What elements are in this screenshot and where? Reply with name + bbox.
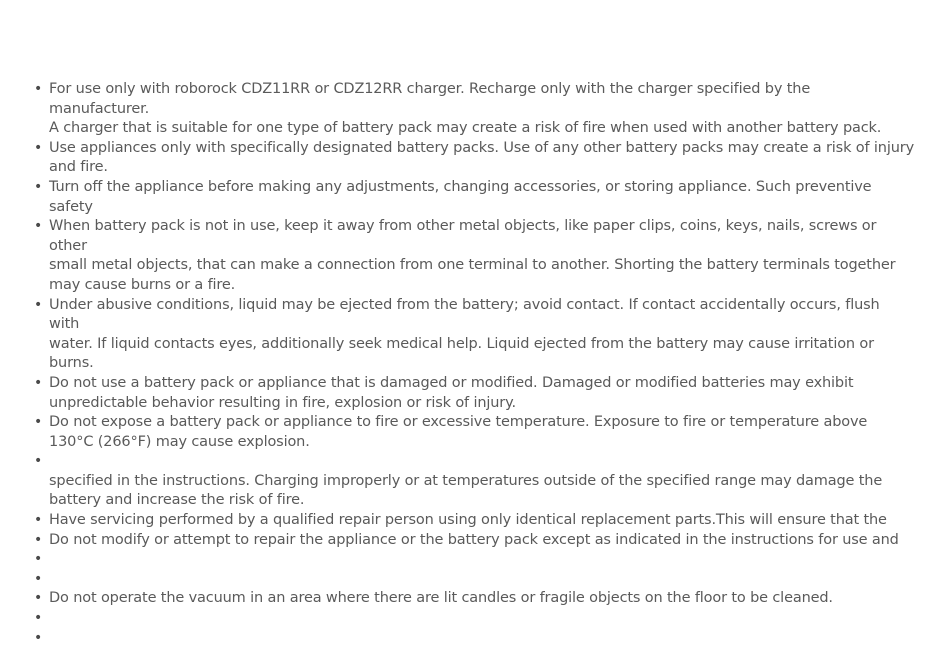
safety-item-text: Use appliances only with specifically designated battery packs. Use of any other battery packs may create a risk of injury and fire. [49,139,915,176]
bullet-icon: • [34,590,43,607]
bullet-icon: • [34,570,43,587]
safety-list-item [34,589,914,609]
bullet-icon: • [34,531,43,548]
safety-instructions-list [34,80,914,648]
safety-list-item [34,531,914,551]
safety-item-text: Turn off the appliance before making any adjustments, changing accessories, or storing appliance. Such preventive safety [49,178,872,215]
safety-list-item [34,629,914,649]
safety-list-item [34,511,914,531]
safety-list-item [34,296,914,374]
safety-item-text: Do not expose a battery pack or appliance to fire or excessive temperature. Exposure to fire or temperature above 130°C (266°F) may cause explosion. [49,414,868,450]
safety-list-item [34,139,914,178]
safety-item-text: When battery pack is not in use, keep it away from other metal objects, like paper clips, coins, keys, nails, screws or other small metal objects, that can make a connection from one terminal to another. Shorting the battery terminals together may cause burns or a fire. [49,218,896,293]
safety-list-item [34,217,914,295]
bullet-icon: • [34,453,43,470]
bullet-icon: • [34,551,43,568]
bullet-icon: • [34,414,43,431]
safety-list-item [34,374,914,413]
bullet-icon: • [34,610,43,627]
bullet-icon: • [34,374,43,391]
bullet-icon: • [34,218,43,235]
safety-item-text: Do not operate the vacuum in an area where there are lit candles or fragile objects on the floor to be cleaned. [49,590,833,607]
safety-list-item [34,413,914,452]
safety-item-text: Do not use a battery pack or appliance that is damaged or modified. Damaged or modified batteries may exhibit unpredictable behavior resulting in fire, explosion or risk of injury. [49,374,854,411]
safety-item-text: Under abusive conditions, liquid may be ejected from the battery; avoid contact. If contact accidentally occurs, flush with water. If liquid contacts eyes, additionally seek medical help. Liquid ejected from the battery may cause irritation or burns. [49,296,880,372]
safety-item-text: Do not modify or attempt to repair the appliance or the battery pack except as indicated in the instructions for use and [49,531,899,548]
safety-item-text: For use only with roborock CDZ11RR or CDZ12RR charger. Recharge only with the charger specified by the manufacturer. A charger that is suitable for one type of battery pack may create a risk of fire when used with another battery pack. [49,81,882,137]
safety-list-item [34,178,914,217]
bullet-icon: • [34,81,43,97]
safety-list-item [34,80,914,139]
bullet-icon: • [34,139,43,156]
safety-item-text: Have servicing performed by a qualified repair person using only identical replacement parts.This will ensure that the [49,512,887,529]
bullet-icon: • [34,296,43,313]
safety-list-item [34,609,914,629]
safety-list-item [34,452,914,511]
bullet-icon: • [34,178,43,195]
safety-list-item [34,570,914,590]
bullet-icon: • [34,629,43,646]
bullet-icon: • [34,512,43,529]
safety-item-text: specified in the instructions. Charging improperly or at temperatures outside of the specified range may damage the battery and increase the risk of fire. [49,472,883,509]
safety-list-item [34,550,914,570]
